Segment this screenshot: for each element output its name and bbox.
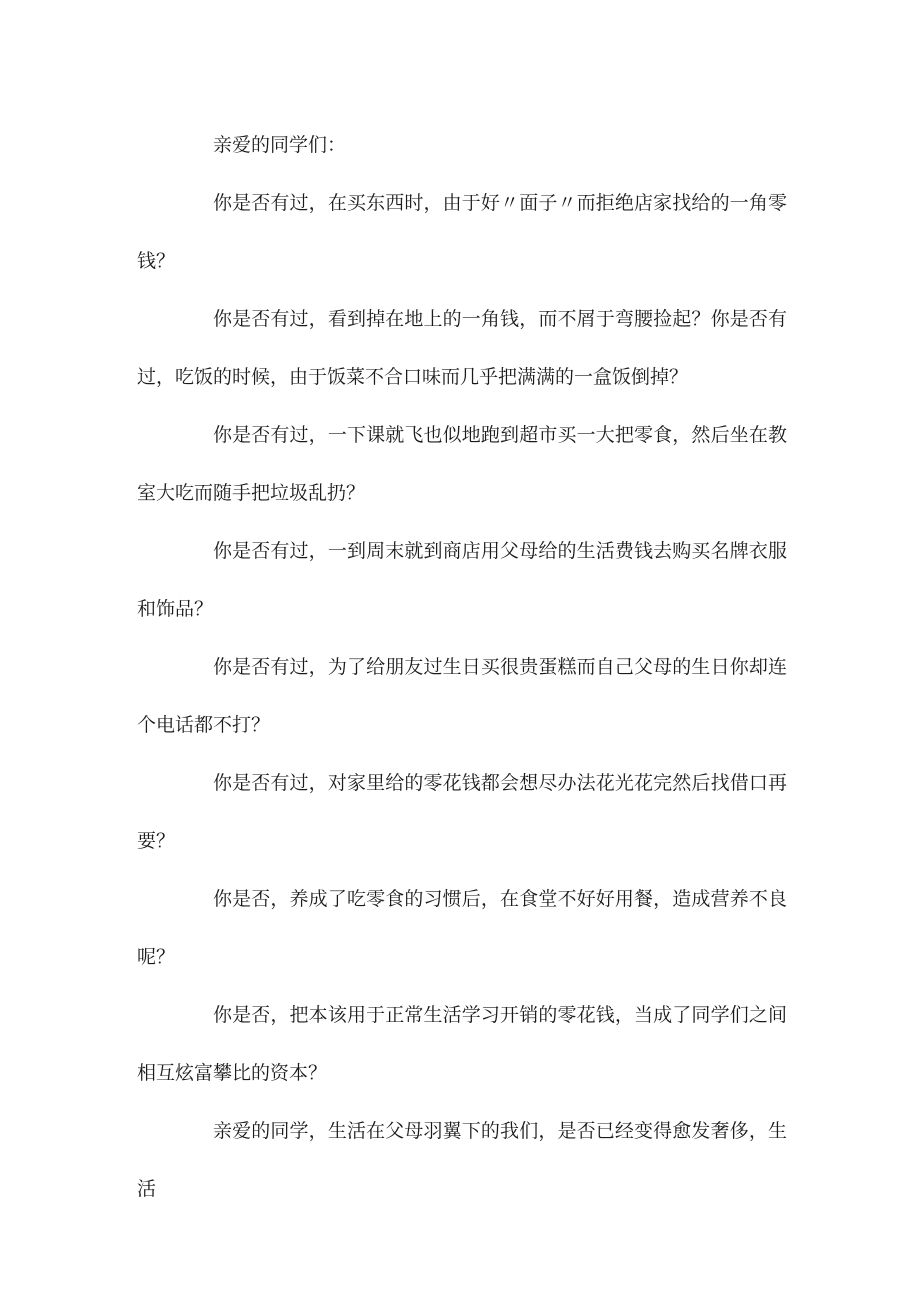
paragraph: 你是否有过，对家里给的零花钱都会想尽办法花光花完然后找借口再要？ [137, 772, 787, 852]
paragraph: 你是否有过，一下课就飞也似地跑到超市买一大把零食，然后坐在教室大吃而随手把垃圾乱扔？ [137, 424, 787, 504]
paragraph: 你是否有过，一到周末就到商店用父母给的生活费钱去购买名牌衣服和饰品？ [137, 540, 787, 620]
paragraph: 你是否有过，在买东西时，由于好〃面子〃而拒绝店家找给的一角零钱？ [137, 192, 787, 272]
greeting: 亲爱的同学们： [213, 134, 347, 156]
paragraph: 你是否有过，看到掉在地上的一角钱，而不屑于弯腰捡起？你是否有过，吃饭的时候，由于饭菜不合口味而几乎把满满的一盒饭倒掉？ [137, 308, 787, 388]
paragraph: 你是否，把本该用于正常生活学习开销的零花钱，当成了同学们之间相互炫富攀比的资本？ [137, 1004, 787, 1084]
paragraph: 亲爱的同学，生活在父母羽翼下的我们，是否已经变得愈发奢侈，生活 [137, 1120, 787, 1200]
paragraph: 你是否，养成了吃零食的习惯后，在食堂不好好用餐，造成营养不良呢？ [137, 888, 787, 968]
document-body [137, 116, 787, 1218]
paragraph: 你是否有过，为了给朋友过生日买很贵蛋糕而自己父母的生日你却连个电话都不打？ [137, 656, 787, 736]
